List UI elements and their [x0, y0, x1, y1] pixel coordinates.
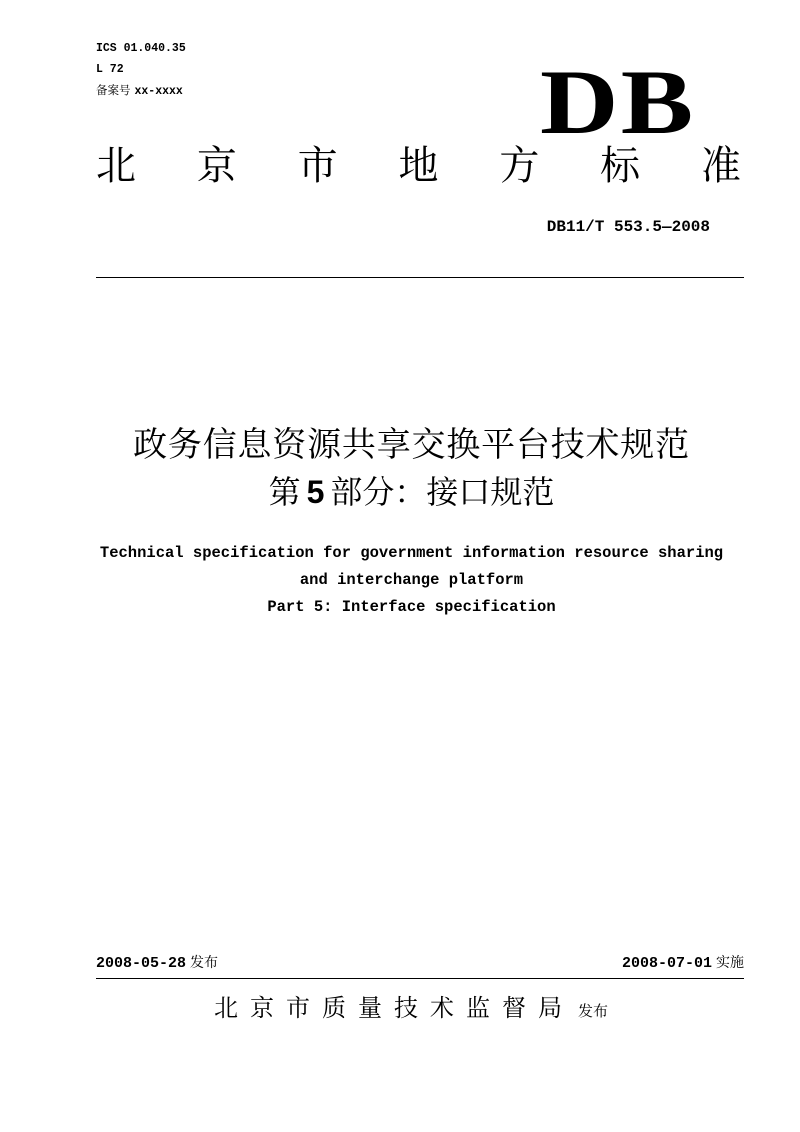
standard-type-heading [96, 142, 741, 190]
standard-type-char: 地 [398, 143, 439, 189]
issue-date-group [96, 953, 218, 973]
issue-label: 发布 [190, 955, 219, 971]
title-cn-line-2 [76, 472, 747, 512]
record-number-line [96, 80, 186, 102]
effective-date: 2008-07-01 [621, 955, 712, 972]
issuer-label: 发布 [578, 1002, 609, 1020]
standard-metadata [96, 38, 186, 102]
standard-type-char: 市 [297, 143, 338, 189]
standard-type-char: 准 [700, 143, 741, 189]
title-en-line-2: and interchange platform [299, 571, 524, 589]
standard-type-char: 京 [196, 143, 237, 189]
issuer [214, 992, 608, 1024]
standard-type-char: 北 [96, 143, 136, 189]
title-en-line-3: Part 5: Interface specification [267, 598, 556, 616]
title-cn-line-1: 政务信息资源共享交换平台技术规范 [133, 425, 690, 465]
ics-code: ICS 01.040.35 [96, 42, 186, 55]
standard-number: DB11/T 553.5—2008 [546, 218, 710, 236]
record-number-label: 备案号 [96, 83, 131, 97]
part-prefix: 第 [268, 473, 301, 511]
part-number: 5 [306, 474, 325, 510]
top-divider [96, 277, 744, 278]
record-number: xx-xxxx [134, 85, 183, 98]
standard-type-char: 标 [600, 143, 641, 189]
standard-type-char: 方 [499, 143, 540, 189]
issue-date: 2008-05-28 [96, 955, 187, 972]
bottom-divider [96, 978, 744, 979]
part-title: 部分：接口规范 [330, 473, 555, 511]
issuer-name: 北京市质量技术监督局 [214, 994, 574, 1022]
effective-label: 实施 [716, 955, 744, 971]
classification-code: L 72 [96, 63, 124, 76]
title-en [76, 540, 747, 621]
title-en-line-1: Technical specification for government information resource sharing [99, 544, 724, 562]
dates-row [96, 953, 744, 973]
effective-date-group [622, 953, 744, 973]
db-logo: DB [540, 51, 696, 153]
